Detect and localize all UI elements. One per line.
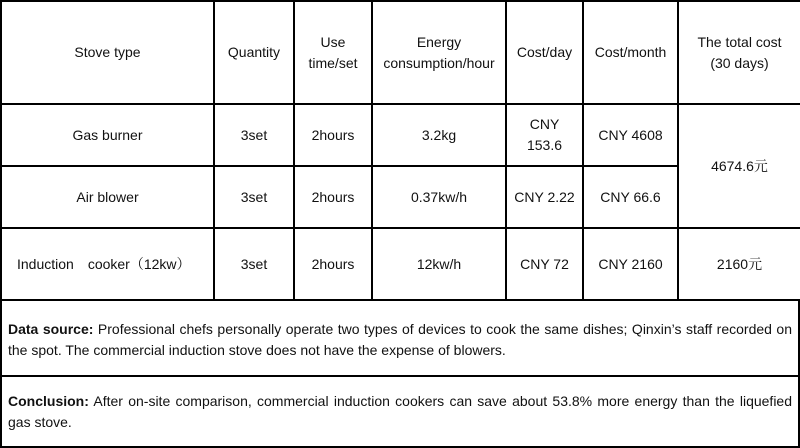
header-total-cost — [678, 1, 800, 104]
cell-use-time — [294, 104, 372, 166]
cell-cost-month — [583, 166, 678, 228]
cell-cost-month-text: CNY 2160 — [598, 255, 663, 272]
cell-energy — [372, 104, 506, 166]
header-use-time-line2: time/set — [308, 54, 358, 71]
cell-use-time-text: 2hours — [311, 255, 355, 272]
cell-total-gas — [678, 104, 800, 228]
cell-use-time-text: 2hours — [311, 188, 355, 205]
header-total-line1: The total cost — [697, 33, 782, 50]
table-header-row — [1, 1, 800, 104]
header-cost-month-text: Cost/month — [594, 44, 667, 60]
cell-stove-type — [1, 104, 214, 166]
cell-energy-text: 3.2kg — [421, 126, 457, 143]
conclusion-note — [0, 377, 800, 448]
header-quantity-text: Quantity — [227, 44, 281, 60]
cell-energy-text: 12kw/h — [416, 255, 462, 272]
header-cost-day — [506, 1, 583, 104]
cell-energy — [372, 166, 506, 228]
cell-quantity-text: 3set — [240, 126, 268, 143]
cell-stove-type — [1, 166, 214, 228]
cell-stove-type — [1, 228, 214, 300]
cell-energy-text: 0.37kw/h — [410, 188, 468, 205]
header-use-time-line1: Use — [320, 33, 346, 50]
data-source-text: Professional chefs personally operate two types of devices to cook the same dishes; Qinxin’s staff recorded on the spot. The commercial induction stove does not have the expense of blowers. — [8, 321, 792, 358]
cell-cost-day — [506, 166, 583, 228]
cell-cost-day — [506, 104, 583, 166]
table-row — [1, 104, 800, 166]
cell-use-time — [294, 228, 372, 300]
cell-cost-month — [583, 228, 678, 300]
cell-cost-day-text: CNY 72 — [520, 255, 569, 272]
header-energy-line1: Energy — [416, 33, 462, 50]
cell-stove-type-text: Air blower — [76, 188, 139, 205]
header-stove-type — [1, 1, 214, 104]
cell-quantity-text: 3set — [240, 255, 268, 272]
cell-cost-day — [506, 228, 583, 300]
cell-stove-type-text: Induction cooker（12kw） — [17, 255, 191, 272]
cell-cost-month — [583, 104, 678, 166]
header-use-time — [294, 1, 372, 104]
header-energy — [372, 1, 506, 104]
header-energy-line2: consumption/hour — [383, 54, 495, 71]
cell-cost-day-text: CNY 2.22 — [514, 188, 575, 205]
data-source-label: Data source: — [8, 321, 94, 337]
cell-cost-month-text: CNY 4608 — [598, 126, 663, 143]
cell-total-gas-text: 4674.6元 — [711, 157, 768, 174]
cell-stove-type-text: Gas burner — [72, 126, 143, 143]
cell-quantity — [214, 166, 294, 228]
cell-cost-day-line2: 153.6 — [526, 137, 563, 153]
header-cost-month — [583, 1, 678, 104]
header-cost-day-text: Cost/day — [516, 44, 573, 60]
cell-quantity — [214, 228, 294, 300]
cell-energy — [372, 228, 506, 300]
cell-total-induction — [678, 228, 800, 300]
cell-cost-month-text: CNY 66.6 — [600, 188, 661, 205]
table-row — [1, 228, 800, 300]
header-stove-type-text: Stove type — [74, 44, 141, 60]
header-total-line2: (30 days) — [710, 54, 769, 71]
conclusion-label: Conclusion: — [8, 393, 89, 409]
cell-total-induction-text: 2160元 — [716, 255, 763, 272]
header-quantity — [214, 1, 294, 104]
cell-use-time — [294, 166, 372, 228]
cell-cost-day-line1: CNY — [529, 116, 560, 132]
cell-use-time-text: 2hours — [311, 126, 355, 143]
cell-quantity — [214, 104, 294, 166]
conclusion-text: After on-site comparison, commercial induction cookers can save about 53.8% more energy than the liquefied gas stove. — [8, 393, 792, 430]
cell-quantity-text: 3set — [240, 188, 268, 205]
data-source-note — [0, 299, 800, 377]
